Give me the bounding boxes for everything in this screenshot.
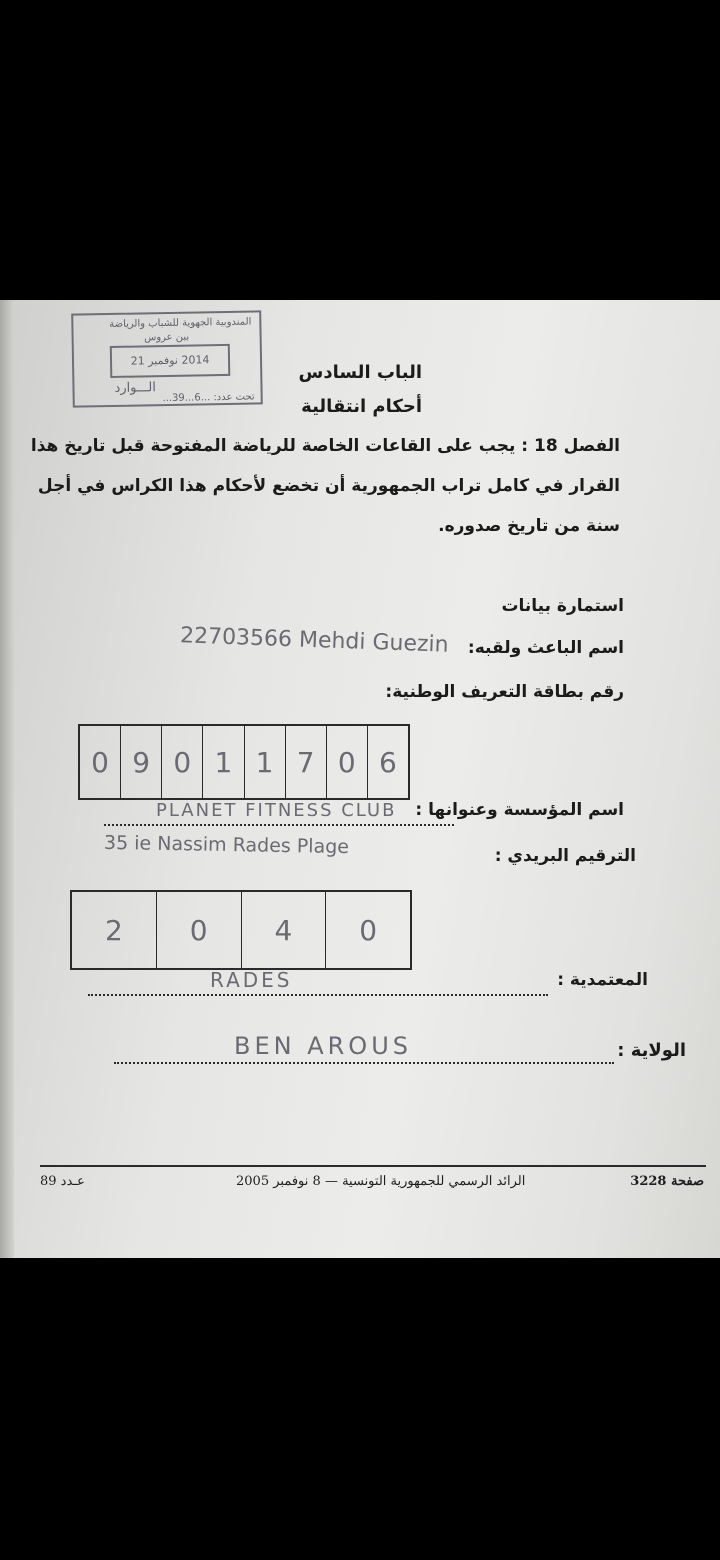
stamp-date: 2014 نوفمبر 21 <box>110 344 231 378</box>
id-digit-box: 0 <box>80 726 121 798</box>
stamp-authority: المندوبية الجهوية للشباب والرياضة <box>109 316 252 331</box>
footer-page-number: صفحة 3228 <box>630 1174 704 1189</box>
stamp-incoming: الـــوارد <box>114 380 157 396</box>
institution-dotted-line <box>104 824 454 826</box>
id-digit-box: 1 <box>203 726 244 798</box>
footer-journal-title: الرائد الرسمي للجمهورية التونسية — 8 نوفمبر 2005 <box>236 1174 526 1189</box>
footer-rule <box>40 1165 706 1167</box>
id-digit-box: 0 <box>162 726 203 798</box>
delegation-dotted-line <box>88 994 548 996</box>
delegation-value: RADES <box>210 968 293 992</box>
institution-value: PLANET FITNESS CLUB <box>156 800 397 821</box>
postal-label: الترقيم البريدي : <box>494 846 636 866</box>
received-stamp <box>71 310 263 407</box>
document-page <box>0 300 720 1258</box>
stamp-number: تحت عدد: ...6...39... <box>162 391 255 405</box>
address-value: 35 ie Nassim Rades Plage <box>103 831 350 859</box>
postal-code-boxes <box>70 890 412 970</box>
footer-issue-number: عـدد 89 <box>40 1174 85 1189</box>
governorate-label: الولاية : <box>617 1040 686 1061</box>
id-digit-box: 6 <box>379 745 397 779</box>
stamp-region: ببن عروس <box>143 331 190 344</box>
researcher-label: اسم الباعث ولقبه: <box>467 638 624 658</box>
section-heading: أحكام انتقالية <box>301 396 422 417</box>
article-line-1: الفصل 18 : يجب على القاعات الخاصة للرياضة المفتوحة قبل تاريخ هذا <box>30 436 620 456</box>
postal-digit-box: 0 <box>359 913 378 947</box>
delegation-label: المعتمدية : <box>557 970 648 990</box>
article-line-3: سنة من تاريخ صدوره. <box>438 516 620 536</box>
postal-digit-box: 2 <box>72 892 157 968</box>
governorate-dotted-line <box>114 1062 614 1064</box>
paper-edge-shadow <box>0 300 14 1258</box>
postal-digit-box: 0 <box>157 892 242 968</box>
id-digit-box: 9 <box>121 726 162 798</box>
id-number-boxes <box>78 724 410 800</box>
form-title: استمارة بيانات <box>501 596 624 616</box>
researcher-value: 22703566 Mehdi Guezin <box>179 623 449 658</box>
id-label: رقم بطاقة التعريف الوطنية: <box>385 682 624 702</box>
id-digit-box: 1 <box>245 726 286 798</box>
institution-label: اسم المؤسسة وعنوانها : <box>415 800 624 820</box>
id-digit-box: 7 <box>286 726 327 798</box>
postal-digit-box: 4 <box>242 892 327 968</box>
id-digit-box: 0 <box>327 726 368 798</box>
article-line-2: القرار في كامل تراب الجمهورية أن تخضع لأحكام هذا الكراس في أجل <box>37 476 620 496</box>
part-heading: الباب السادس <box>298 362 422 383</box>
governorate-value: BEN AROUS <box>234 1032 412 1060</box>
